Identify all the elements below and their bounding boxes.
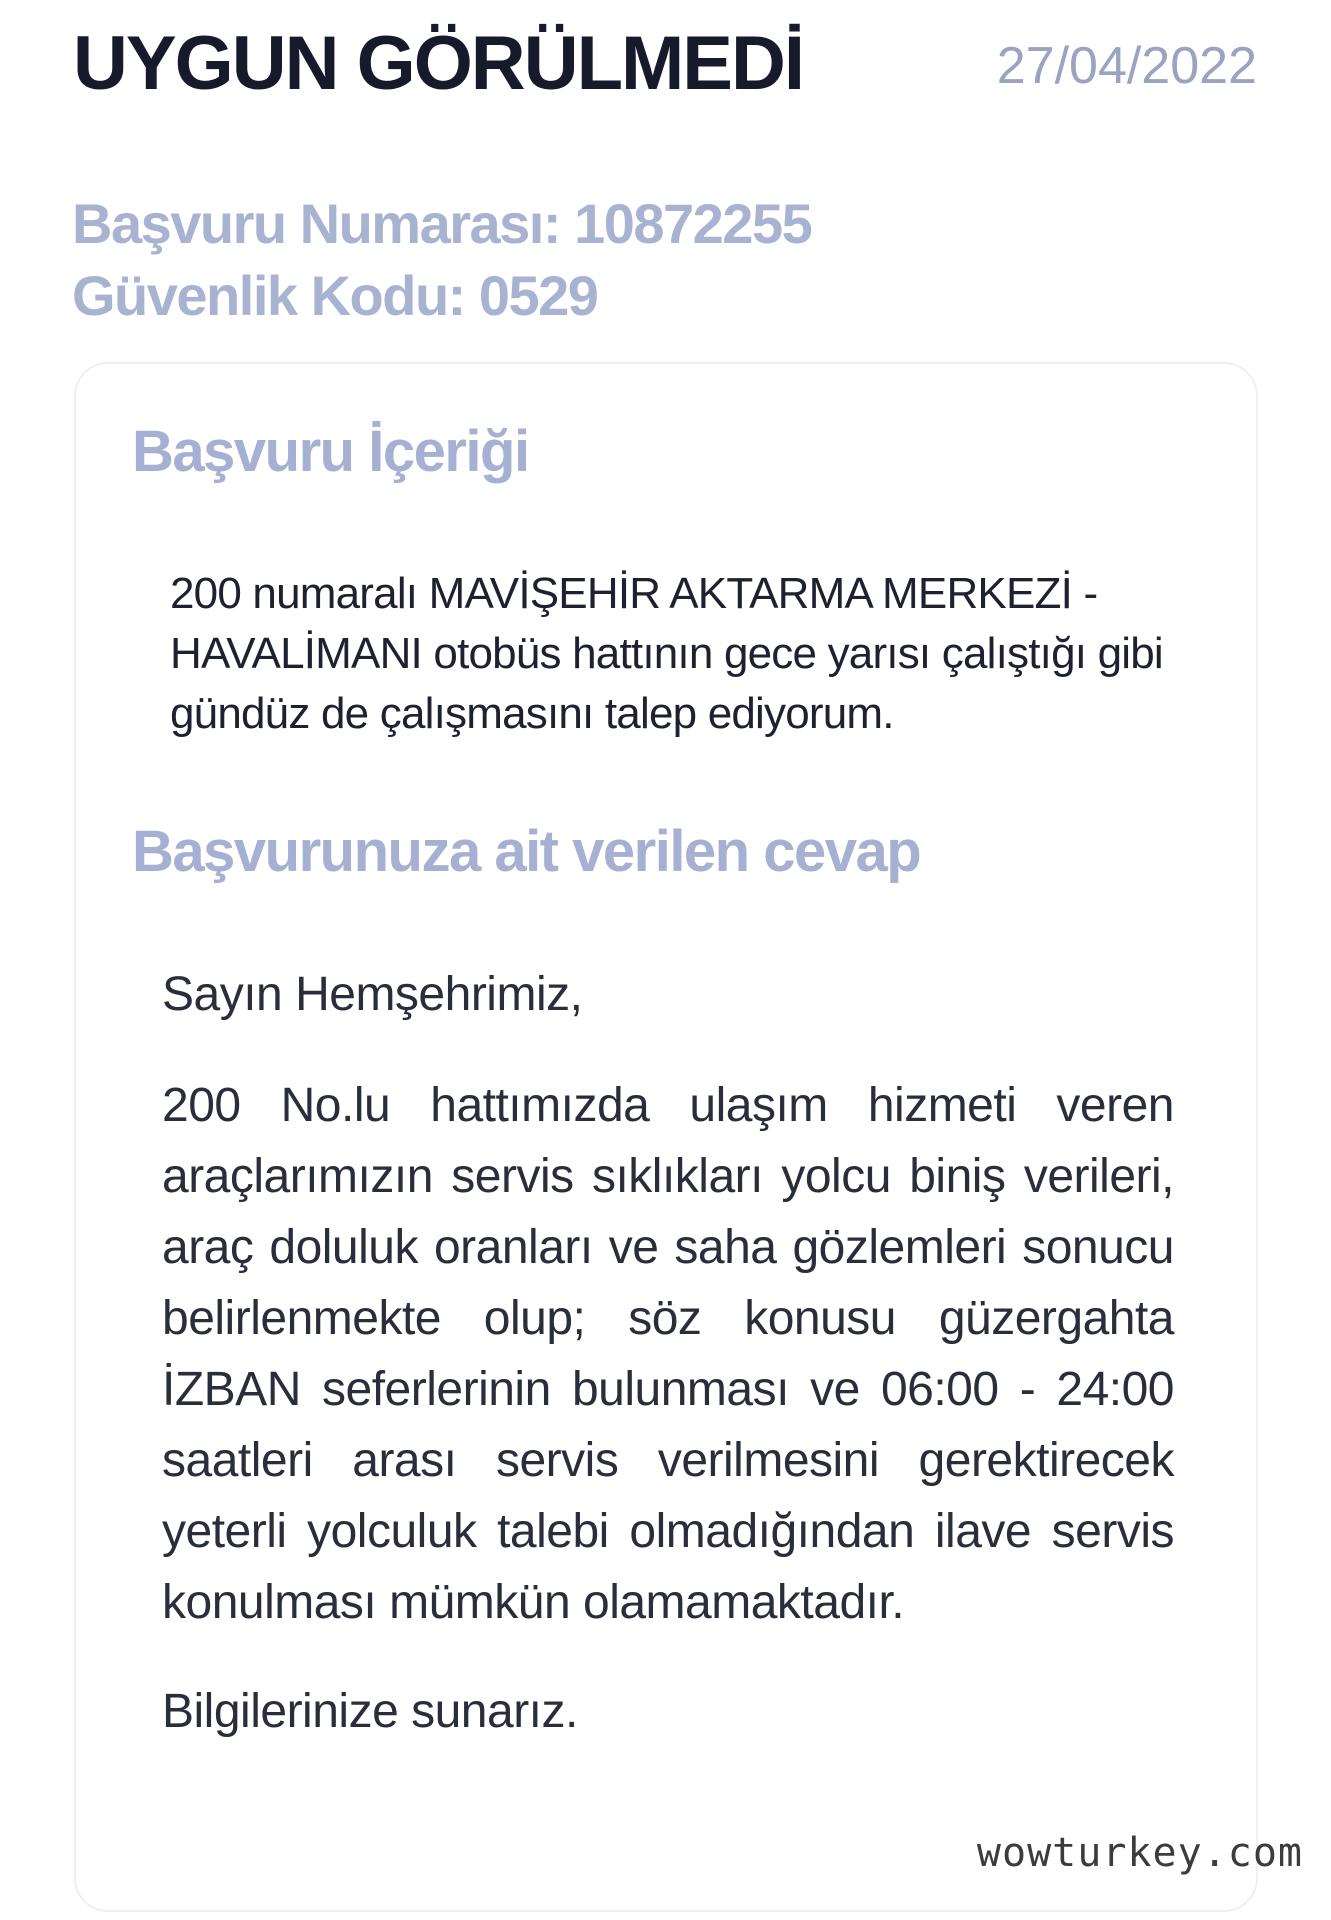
request-text: 200 numaralı MAVİŞEHİR AKTARMA MERKEZİ - HAVALİMANI otobüs hattının gece yarısı çalıştığı gibi gündüz de çalışmasını talep ediyorum. xyxy=(170,569,1163,738)
status-date: 27/04/2022 xyxy=(996,37,1257,95)
response-body xyxy=(162,959,1174,1747)
response-greeting: Sayın Hemşehrimiz, xyxy=(162,968,583,1021)
request-section-title: Başvuru İçeriği xyxy=(132,419,529,484)
application-number: Başvuru Numarası: 10872255 xyxy=(72,192,812,255)
application-meta xyxy=(72,188,811,332)
watermark: wowturkey.com xyxy=(976,1830,1303,1876)
application-card xyxy=(74,362,1258,1912)
response-section-title: Başvurunuza ait verilen cevap xyxy=(132,819,921,884)
response-text: 200 No.lu hattımızda ulaşım hizmeti veren araçlarımızın servis sıklıkları yolcu biniş verileri, araç doluluk oranları ve saha gözlemleri sonucu belirlenmekte olup; söz konusu güzergahta İZBAN seferlerinin bulunması ve 06:00 - 24:00 saatleri arası servis verilmesini gerektirecek yeterli yolculuk talebi olmadığından ilave servis konulması mümkün olamamaktadır. xyxy=(162,1079,1174,1629)
security-code: Güvenlik Kodu: 0529 xyxy=(72,264,598,327)
response-closing: Bilgilerinize sunarız. xyxy=(162,1685,578,1738)
status-title: UYGUN GÖRÜLMEDİ xyxy=(73,21,803,106)
